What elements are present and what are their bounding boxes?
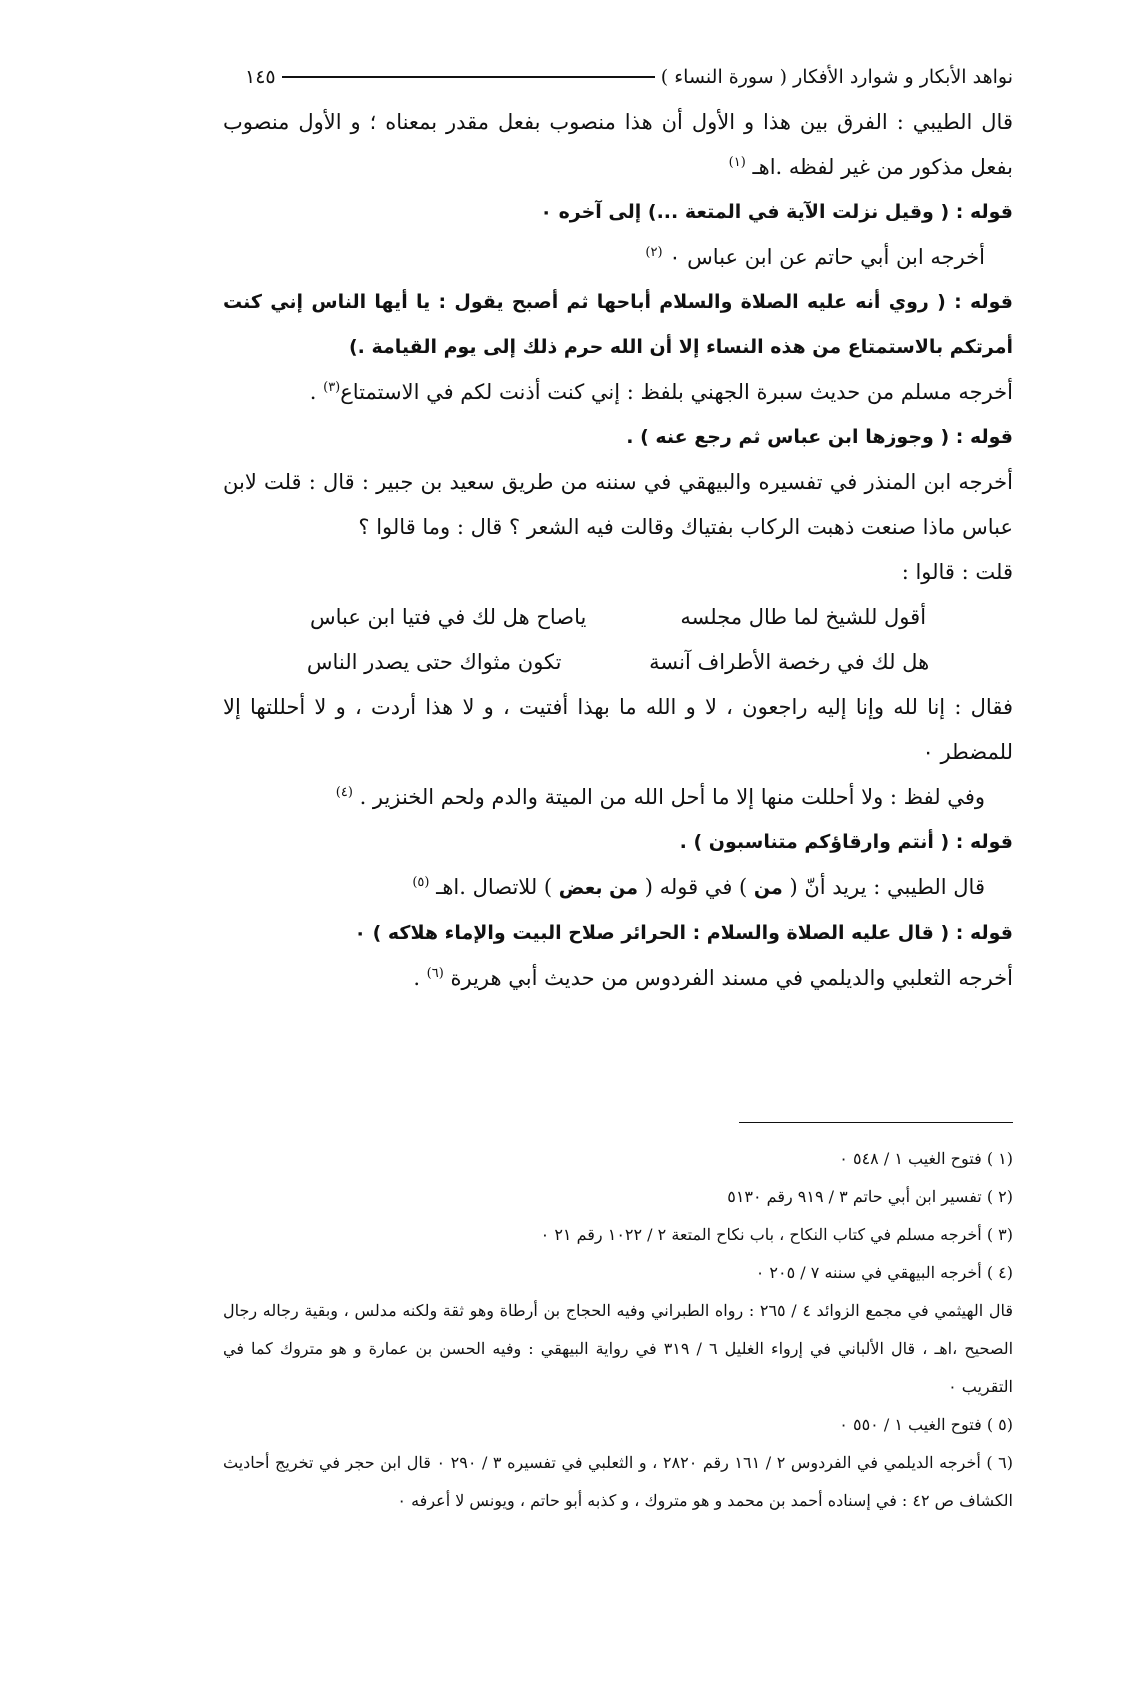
paragraph: قلت : قالوا : (901, 560, 1013, 584)
page-number: ١٤٥ (245, 66, 276, 88)
quoted-heading: قوله : ( أنتم وارقاؤكم متناسبون ) . (679, 831, 1013, 853)
footnote-ref: (٤) (335, 785, 353, 800)
hemistich: ياصاح هل لك في فتيا ابن عباس (309, 605, 587, 629)
footnote: (٣ ) أخرجه مسلم في كتاب النكاح ، باب نكاح المتعة ٢ / ١٠٢٢ رقم ٢١ ٠ (540, 1225, 1013, 1244)
footnote-ref: (٢) (645, 245, 663, 260)
footnote-separator (739, 1122, 1013, 1123)
quoted-heading: قوله : ( وجوزها ابن عباس ثم رجع عنه ) . (626, 426, 1013, 448)
running-header (245, 64, 1013, 90)
paragraph: أخرجه مسلم من حديث سبرة الجهني بلفظ : إني كنت أذنت لكم في الاستمتاع$^{(٣)}$ . (309, 380, 1013, 404)
footnote: (٦ ) أخرجه الديلمي في الفردوس ٢ / ١٦١ رقم ٢٨٢٠ ، و الثعلبي في تفسيره ٣ / ٢٩٠ ٠ قال ابن حجر في تخريج أحاديث الكشاف ص ٤٢ : في إسناده أحمد بن محمد و هو متروك ، و كذبه أبو حاتم ، ويونس لا أعرفه ٠ (223, 1453, 1014, 1510)
footnote-ref: (١) (728, 155, 746, 170)
paragraph: قال الطيبي : الفرق بين هذا و الأول أن هذا منصوب بفعل مقدر بمعناه ؛ و الأول منصوب بفعل مذكور من غير لفظه .اهـ $^{(١)}$ (223, 110, 1013, 179)
footnote-ref: (٣) (323, 380, 341, 395)
footnote: قال الهيثمي في مجمع الزوائد ٤ / ٢٦٥ : رواه الطبراني وفيه الحجاج بن أرطاة وهو ثقة ولكنه مدلس ، وبقية رجاله رجال الصحيح ،اهـ ، قال الألباني في إرواء الغليل ٦ / ٣١٩ في رواية البيهقي : وفيه الحسن بن عمارة و هو متروك كما في التقريب ٠ (223, 1301, 1014, 1396)
footnote-ref: (٦) (426, 966, 444, 981)
footnote: (٥ ) فتوح الغيب ١ / ٥٥٠ ٠ (839, 1415, 1013, 1434)
poem-verse (223, 595, 1013, 640)
paragraph: فقال : إنا لله وإنا إليه راجعون ، لا و الله ما بهذا أفتيت ، و لا هذا أردت ، و لا أحللتها إلا للمضطر ٠ (223, 695, 1013, 764)
hemistich: أقول للشيخ لما طال مجلسه (680, 605, 927, 629)
footnote: (١ ) فتوح الغيب ١ / ٥٤٨ ٠ (839, 1149, 1013, 1168)
footnote-ref: (٥) (412, 875, 430, 890)
footnote: (٤ ) أخرجه البيهقي في سننه ٧ / ٢٠٥ ٠ (755, 1263, 1013, 1282)
hemistich: هل لك في رخصة الأطراف آنسة (649, 650, 930, 674)
paragraph: أخرجه ابن المنذر في تفسيره والبيهقي في سننه من طريق سعيد بن جبير : قال : قلت لابن عباس ماذا صنعت ذهبت الركاب بفتياك وقالت فيه الشعر ؟ قال : وما قالوا ؟ (223, 470, 1013, 539)
footnotes (223, 1140, 1013, 1520)
quoted-heading: قوله : ( قال عليه الصلاة والسلام : الحرائر صلاح البيت والإماء هلاكه ) ٠ (354, 922, 1013, 944)
paragraph: قال الطيبي : يريد أنّ ( من ) في قوله ( من بعض ) للاتصال .اهـ $^{(٥)}$ (412, 875, 985, 899)
footnote: (٢ ) تفسير ابن أبي حاتم ٣ / ٩١٩ رقم ٥١٣٠ (727, 1187, 1013, 1206)
header-rule (282, 76, 655, 78)
paragraph: أخرجه الثعلبي والديلمي في مسند الفردوس من حديث أبي هريرة $^{(٦)}$ . (413, 966, 1013, 990)
quoted-heading: قوله : ( روي أنه عليه الصلاة والسلام أباحها ثم أصبح يقول : يا أيها الناس إني كنت أمرتكم بالاستمتاع من هذه النساء إلا أن الله حرم ذلك إلى يوم القيامة .) (223, 291, 1013, 358)
hemistich: تكون مثواك حتى يصدر الناس (306, 650, 562, 674)
poem-verse (223, 640, 1013, 685)
book-title: نواهد الأبكار و شوارد الأفكار ( سورة النساء ) (660, 66, 1013, 88)
quoted-heading: قوله : ( وقيل نزلت الآية في المتعة ...) إلى آخره ٠ (540, 201, 1013, 223)
paragraph: أخرجه ابن أبي حاتم عن ابن عباس ٠ $^{(٢)}$ (645, 245, 985, 269)
paragraph: وفي لفظ : ولا أحللت منها إلا ما أحل الله من الميتة والدم ولحم الخنزير . $^{(٤)}$ (335, 785, 985, 809)
main-text (223, 100, 1013, 1001)
